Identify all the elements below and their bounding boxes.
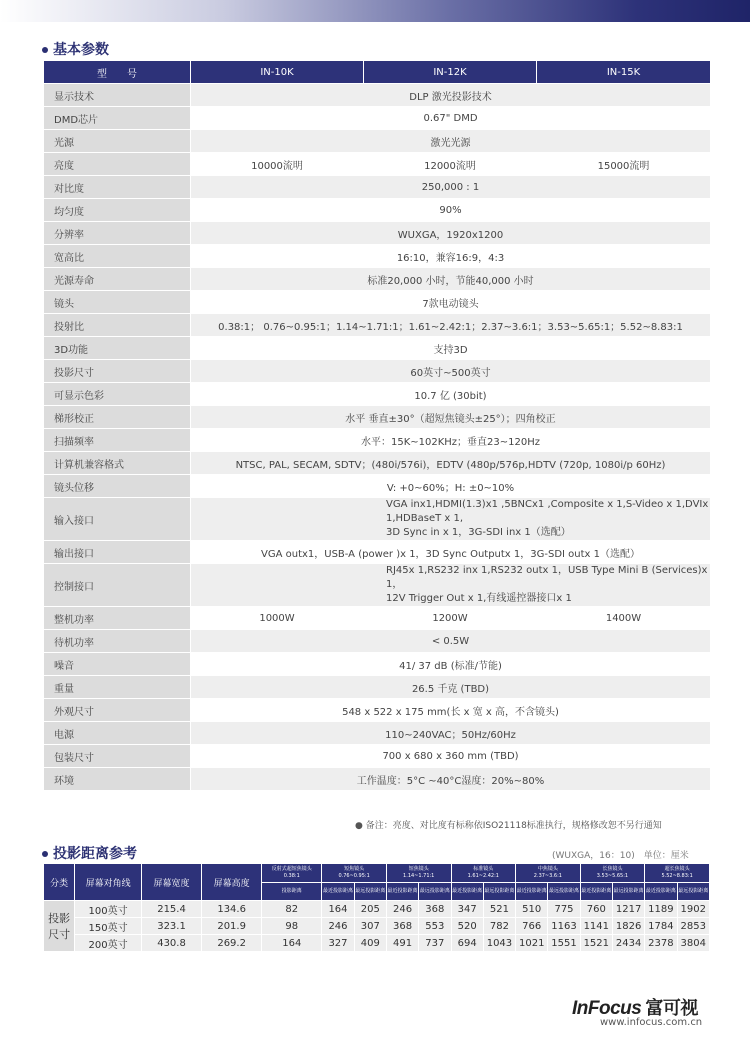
lens-header <box>322 864 387 883</box>
spec-row <box>44 268 711 291</box>
lens-subheader: 最近投影距离 <box>645 882 677 901</box>
note-text: ● 备注：亮度、对比度有标称依ISO21118标准执行，规格修改恕不另行通知 <box>355 821 662 831</box>
spec-row-value: 15000流明 <box>537 153 711 176</box>
spec-row <box>44 245 711 268</box>
distance-header-cell: 屏幕对角线 <box>75 864 142 901</box>
spec-row-label: 控制接口 <box>44 564 191 607</box>
spec-row <box>44 745 711 768</box>
spec-row-label: 光源 <box>44 130 191 153</box>
lens-name: 长焦镜头 <box>602 865 623 872</box>
distance-table <box>43 863 710 952</box>
spec-row-value: 90% <box>191 199 711 222</box>
distance-cell: 200英寸 <box>75 935 142 952</box>
spec-row-value: 标准20,000 小时，节能40,000 小时 <box>191 268 711 291</box>
spec-row <box>44 84 711 107</box>
distance-cell: 491 <box>386 935 418 952</box>
lens-name: 反射式超短焦镜头 <box>271 865 312 872</box>
distance-cell: 82 <box>262 901 322 918</box>
lens-header <box>645 864 710 883</box>
spec-row <box>44 541 711 564</box>
distance-cell: 164 <box>322 901 354 918</box>
spec-row-value: 支持3D <box>191 337 711 360</box>
lens-ratio: 1.61~2.42:1 <box>467 872 499 879</box>
distance-row <box>44 901 710 918</box>
spec-row-label: 均匀度 <box>44 199 191 222</box>
spec-row-value: WUXGA，1920x1200 <box>191 222 711 245</box>
spec-row-value: 1400W <box>537 607 711 630</box>
lens-subheader: 最远投影距离 <box>677 882 709 901</box>
logo-cn-text: 富可视 <box>645 998 698 1018</box>
spec-row-label: 噪音 <box>44 653 191 676</box>
spec-row-label: 对比度 <box>44 176 191 199</box>
top-gradient-bar <box>0 0 750 22</box>
lens-subheader: 最近投影距离 <box>451 882 483 901</box>
spec-row-value-line: VGA inx1,HDMI(1.3)x1 ,5BNCx1 ,Composite x 1,S-Video x 1,DVIx 1,HDBaseT x 1, <box>386 499 709 524</box>
distance-group-label: 投影尺寸 <box>44 901 75 952</box>
spec-header-col: IN-12K <box>364 61 537 84</box>
distance-cell: 100英寸 <box>75 901 142 918</box>
spec-row-label: 显示技术 <box>44 84 191 107</box>
website-url: www.infocus.com.cn <box>600 1017 703 1028</box>
spec-row-value: 1200W <box>364 607 537 630</box>
spec-row-value-line: RJ45x 1,RS232 inx 1,RS232 outx 1，USB Type Mini B (Services)x 1， <box>386 565 708 590</box>
spec-row-value: < 0.5W <box>191 630 711 653</box>
lens-ratio: 0.76~0.95:1 <box>338 872 370 879</box>
distance-cell: 347 <box>451 901 483 918</box>
distance-cell: 98 <box>262 918 322 935</box>
lens-ratio: 0.38:1 <box>283 872 300 879</box>
section-title-distance-text: 投影距离参考 <box>53 846 137 862</box>
spec-row-value: 工作温度：5°C ~40°C湿度：20%~80% <box>191 768 711 791</box>
spec-row <box>44 607 711 630</box>
spec-row-label: 投影尺寸 <box>44 360 191 383</box>
lens-ratio: 3.53~5.65:1 <box>596 872 629 879</box>
spec-row-value: 60英寸~500英寸 <box>191 360 711 383</box>
lens-name: 中焦镜头 <box>537 865 558 872</box>
distance-cell: 520 <box>451 918 483 935</box>
spec-row-value: 700 x 680 x 360 mm (TBD) <box>191 745 711 768</box>
logo-text: InFocus <box>572 998 642 1019</box>
spec-row-value: 250,000 : 1 <box>191 176 711 199</box>
distance-cell: 246 <box>386 901 418 918</box>
bullet-icon <box>42 47 48 53</box>
distance-cell: 1043 <box>483 935 515 952</box>
lens-name: 超长焦镜头 <box>664 865 690 872</box>
distance-cell: 3804 <box>677 935 709 952</box>
spec-row-value: 10000流明 <box>191 153 364 176</box>
distance-cell: 201.9 <box>202 918 262 935</box>
lens-name: 短焦镜头 <box>408 865 429 872</box>
distance-cell: 760 <box>580 901 612 918</box>
spec-row-value: V: +0~60%；H: ±0~10% <box>191 475 711 498</box>
distance-cell: 766 <box>516 918 548 935</box>
spec-row-label: 待机功率 <box>44 630 191 653</box>
spec-row-value: VGA outx1，USB-A (power )x 1，3D Sync Outputx 1，3G-SDI outx 1（选配） <box>191 541 711 564</box>
spec-row <box>44 314 711 337</box>
spec-row-value: NTSC, PAL, SECAM, SDTV；(480i/576i)，EDTV (480p/576p,HDTV (720p, 1080i/p 60Hz) <box>191 452 711 475</box>
lens-ratio: 1.14~1.71:1 <box>403 872 435 879</box>
lens-subheader: 投影距离 <box>262 882 322 901</box>
distance-cell: 215.4 <box>141 901 201 918</box>
distance-header-row <box>44 864 710 883</box>
spec-row <box>44 406 711 429</box>
distance-cell: 2378 <box>645 935 677 952</box>
spec-row-label: 包装尺寸 <box>44 745 191 768</box>
spec-row <box>44 130 711 153</box>
spec-header-col: IN-10K <box>191 61 364 84</box>
spec-row <box>44 676 711 699</box>
distance-cell: 694 <box>451 935 483 952</box>
lens-header <box>580 864 645 883</box>
spec-row <box>44 630 711 653</box>
spec-row <box>44 722 711 745</box>
distance-cell: 1217 <box>612 901 644 918</box>
lens-header <box>386 864 451 883</box>
spec-row-value: 26.5 千克 (TBD) <box>191 676 711 699</box>
distance-cell: 307 <box>354 918 386 935</box>
spec-row-value: 1000W <box>191 607 364 630</box>
distance-cell: 1784 <box>645 918 677 935</box>
spec-row-value: 12000流明 <box>364 153 537 176</box>
spec-row-label: 输出接口 <box>44 541 191 564</box>
spec-row-label: 镜头 <box>44 291 191 314</box>
spec-row-label: 电源 <box>44 722 191 745</box>
spec-row-value: 0.67" DMD <box>191 107 711 130</box>
spec-row-value: 548 x 522 x 175 mm(长 x 宽 x 高，不含镜头) <box>191 699 711 722</box>
lens-subheader: 最近投影距离 <box>516 882 548 901</box>
lens-header <box>262 864 322 883</box>
spec-row-label: 整机功率 <box>44 607 191 630</box>
distance-cell: 782 <box>483 918 515 935</box>
spec-row <box>44 383 711 406</box>
distance-cell: 246 <box>322 918 354 935</box>
distance-header-cell: 屏幕宽度 <box>141 864 201 901</box>
spec-row-label: DMD芯片 <box>44 107 191 130</box>
distance-cell: 150英寸 <box>75 918 142 935</box>
distance-cell: 430.8 <box>141 935 201 952</box>
spec-row-value: 7款电动镜头 <box>191 291 711 314</box>
spec-row-label: 镜头位移 <box>44 475 191 498</box>
spec-row-value-line: 3D Sync in x 1，3G-SDI inx 1（选配） <box>386 527 571 538</box>
section-title-distance <box>42 843 137 863</box>
spec-row-label: 可显示色彩 <box>44 383 191 406</box>
spec-row-label: 投射比 <box>44 314 191 337</box>
spec-row-value: 0.38:1； 0.76~0.95:1；1.14~1.71:1；1.61~2.42:1；2.37~3.6:1；3.53~5.65:1；5.52~8.83:1 <box>191 314 711 337</box>
spec-row <box>44 199 711 222</box>
distance-cell: 775 <box>548 901 580 918</box>
lens-subheader: 最远投影距离 <box>354 882 386 901</box>
section-title-basic <box>42 39 109 59</box>
distance-header-cell: 屏幕高度 <box>202 864 262 901</box>
distance-cell: 1826 <box>612 918 644 935</box>
spec-row-label: 重量 <box>44 676 191 699</box>
distance-cell: 1021 <box>516 935 548 952</box>
spec-row-value: 41/ 37 dB (标准/节能) <box>191 653 711 676</box>
spec-row-label: 扫描频率 <box>44 429 191 452</box>
distance-cell: 269.2 <box>202 935 262 952</box>
spec-row-label: 输入接口 <box>44 498 191 541</box>
spec-row-value: 水平：15K~102KHz；垂直23~120Hz <box>191 429 711 452</box>
section-title-basic-text: 基本参数 <box>53 42 109 58</box>
lens-subheader: 最近投影距离 <box>386 882 418 901</box>
spec-row-value: 110~240VAC；50Hz/60Hz <box>191 722 711 745</box>
spec-row-label: 亮度 <box>44 153 191 176</box>
spec-row-value: 激光光源 <box>191 130 711 153</box>
spec-row-value: 16:10，兼容16:9，4:3 <box>191 245 711 268</box>
lens-header <box>451 864 516 883</box>
distance-cell: 368 <box>386 918 418 935</box>
distance-cell: 1163 <box>548 918 580 935</box>
lens-name: 标准镜头 <box>473 865 494 872</box>
distance-cell: 1902 <box>677 901 709 918</box>
distance-cell: 327 <box>322 935 354 952</box>
lens-ratio: 2.37~3.6:1 <box>533 872 562 879</box>
spec-row-label: 分辨率 <box>44 222 191 245</box>
spec-row <box>44 452 711 475</box>
distance-cell: 1551 <box>548 935 580 952</box>
lens-subheader: 最近投影距离 <box>322 882 354 901</box>
spec-row-value: DLP 激光投影技术 <box>191 84 711 107</box>
spec-row-value-line: 12V Trigger Out x 1,有线遥控器接口x 1 <box>386 593 572 604</box>
spec-header-model: 型 号 <box>44 61 191 84</box>
bullet-icon <box>42 851 48 857</box>
spec-row <box>44 498 711 541</box>
spec-row-label: 计算机兼容格式 <box>44 452 191 475</box>
spec-table <box>43 60 711 791</box>
spec-row-label: 环境 <box>44 768 191 791</box>
distance-cell: 553 <box>419 918 451 935</box>
spec-row <box>44 337 711 360</box>
spec-row <box>44 176 711 199</box>
spec-row <box>44 475 711 498</box>
spec-row-label: 光源寿命 <box>44 268 191 291</box>
spec-row-value: 水平 垂直±30°（超短焦镜头±25°）；四角校正 <box>191 406 711 429</box>
spec-row <box>44 222 711 245</box>
distance-cell: 737 <box>419 935 451 952</box>
distance-cell: 1189 <box>645 901 677 918</box>
spec-row-label: 3D功能 <box>44 337 191 360</box>
distance-cell: 510 <box>516 901 548 918</box>
lens-subheader: 最远投影距离 <box>483 882 515 901</box>
distance-cell: 521 <box>483 901 515 918</box>
distance-cell: 164 <box>262 935 322 952</box>
distance-cell: 2853 <box>677 918 709 935</box>
lens-header <box>516 864 581 883</box>
lens-subheader: 最近投影距离 <box>580 882 612 901</box>
spec-row <box>44 360 711 383</box>
distance-cell: 205 <box>354 901 386 918</box>
spec-row-value <box>191 498 711 541</box>
lens-name: 短焦镜头 <box>344 865 365 872</box>
spec-row-label: 宽高比 <box>44 245 191 268</box>
spec-row <box>44 653 711 676</box>
distance-cell: 323.1 <box>141 918 201 935</box>
distance-row <box>44 918 710 935</box>
distance-unit-text: (WUXGA，16：10) 单位：厘米 <box>552 851 689 861</box>
spec-row <box>44 107 711 130</box>
spec-row <box>44 564 711 607</box>
distance-cell: 409 <box>354 935 386 952</box>
spec-row <box>44 699 711 722</box>
spec-row <box>44 768 711 791</box>
spec-header-col: IN-15K <box>537 61 711 84</box>
spec-header-row <box>44 61 711 84</box>
distance-cell: 368 <box>419 901 451 918</box>
spec-row <box>44 291 711 314</box>
spec-row <box>44 153 711 176</box>
spec-row-label: 外观尺寸 <box>44 699 191 722</box>
spec-row <box>44 429 711 452</box>
distance-cell: 1141 <box>580 918 612 935</box>
spec-row-label: 梯形校正 <box>44 406 191 429</box>
spec-row-value <box>191 564 711 607</box>
distance-cell: 134.6 <box>202 901 262 918</box>
lens-subheader: 最远投影距离 <box>548 882 580 901</box>
distance-cell: 2434 <box>612 935 644 952</box>
distance-row <box>44 935 710 952</box>
distance-header-cell: 分类 <box>44 864 75 901</box>
spec-row-value: 10.7 亿 (30bit) <box>191 383 711 406</box>
distance-cell: 1521 <box>580 935 612 952</box>
lens-ratio: 5.52~8.83:1 <box>661 872 693 879</box>
lens-subheader: 最远投影距离 <box>612 882 644 901</box>
lens-subheader: 最远投影距离 <box>419 882 451 901</box>
